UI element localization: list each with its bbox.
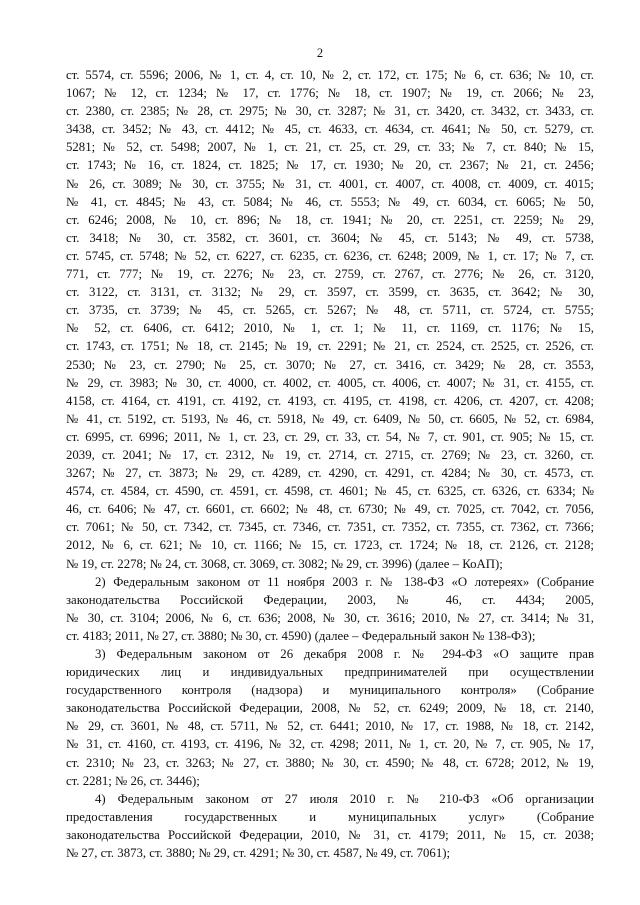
text-line: 2) Федеральным законом от 11 ноября 2003 г. № 138-ФЗ «О лотереях» (Собрание xyxy=(95,574,594,589)
text-line: ст. 6246; 2008, № 10, ст. 896; № 18, ст. 1941; № 20, ст. 2251, ст. 2259; № 29, xyxy=(66,212,594,227)
text-line: ст. 1743; № 16, ст. 1824, ст. 1825; № 17, ст. 1930; № 20, ст. 2367; № 21, ст. 2456; xyxy=(66,158,594,173)
text-line: 771, ст. 777; № 19, ст. 2276; № 23, ст. 2759, ст. 2767, ст. 2776; № 26, ст. 3120, xyxy=(66,267,594,282)
text-line: 2039, ст. 2041; № 17, ст. 2312, № 19, ст. 2714, ст. 2715, ст. 2769; № 23, ст. 3260, ст. xyxy=(66,447,594,462)
text-line: № 52, ст. 6406, ст. 6412; 2010, № 1, ст. 1; № 11, ст. 1169, ст. 1176; № 15, xyxy=(66,321,594,336)
text-line: 5281; № 52, ст. 5498; 2007, № 1, ст. 21, ст. 25, ст. 29, ст. 33; № 7, ст. 840; № 15, xyxy=(66,140,594,155)
text-line: ст. 1743, ст. 1751; № 18, ст. 2145; № 19, ст. 2291; № 21, ст. 2524, ст. 2525, ст. 2526, ст. xyxy=(66,339,594,354)
text-line: № 29, ст. 3983; № 30, ст. 4000, ст. 4002, ст. 4005, ст. 4006, ст. 4007; № 31, ст. 4155, ст. xyxy=(66,375,594,390)
text-line: юридических лиц и индивидуальных предпринимателей при осуществлении xyxy=(66,665,594,680)
text-line: № 26, ст. 3089; № 30, ст. 3755; № 31, ст. 4001, ст. 4007, ст. 4008, ст. 4009, ст. 4015; xyxy=(66,176,594,191)
text-line: № 41, ст. 4845; № 43, ст. 5084; № 46, ст. 5553; № 49, ст. 6034, ст. 6065; № 50, xyxy=(66,194,594,209)
text-line: 3267; № 27, ст. 3873; № 29, ст. 4289, ст. 4290, ст. 4291, ст. 4284; № 30, ст. 4573, ст. xyxy=(66,466,594,481)
text-line: ст. 3418; № 30, ст. 3582, ст. 3601, ст. 3604; № 45, ст. 5143; № 49, ст. 5738, xyxy=(66,230,594,245)
text-line: законодательства Российской Федерации, 2010, № 31, ст. 4179; 2011, № 15, ст. 2038; xyxy=(66,827,594,842)
text-line: законодательства Российской Федерации, 2003, № 46, ст. 4434; 2005, xyxy=(66,592,594,607)
text-line: законодательства Российской Федерации, 2008, № 52, ст. 6249; 2009, № 18, ст. 2140, xyxy=(66,701,594,716)
text-line: 3) Федеральным законом от 26 декабря 2008 г. № 294-ФЗ «О защите прав xyxy=(95,647,594,661)
document-body xyxy=(66,66,594,862)
text-line: ст. 4183; 2011, № 27, ст. 3880; № 30, ст. 4590) (далее – Федеральный закон № 138-ФЗ); xyxy=(66,628,536,643)
text-line: ст. 3122, ст. 3131, ст. 3132; № 29, ст. 3597, ст. 3599, ст. 3635, ст. 3642; № 30, xyxy=(66,285,594,300)
text-line: ст. 5745, ст. 5748; № 52, ст. 6227, ст. 6235, ст. 6236, ст. 6248; 2009, № 1, ст. 17; № 7, ст. xyxy=(66,248,594,263)
page-number: 2 xyxy=(316,46,324,60)
text-line: № 27, ст. 3873, ст. 3880; № 29, ст. 4291; № 30, ст. 4587, № 49, ст. 7061); xyxy=(66,846,451,861)
text-line: 2530; № 23, ст. 2790; № 25, ст. 3070; № 27, ст. 3416, ст. 3429; № 28, ст. 3553, xyxy=(66,357,594,372)
text-line: 4) Федеральным законом от 27 июля 2010 г. № 210-ФЗ «Об организации xyxy=(95,791,594,806)
text-line: ст. 3735, ст. 3739; № 45, ст. 5265, ст. 5267; № 48, ст. 5711, ст. 5724, ст. 5755; xyxy=(66,303,594,318)
text-line: № 29, ст. 3601, № 48, ст. 5711, № 52, ст. 6441; 2010, № 17, ст. 1988, № 18, ст. 2142, xyxy=(66,719,594,734)
text-line: предоставления государственных и муниципальных услуг» (Собрание xyxy=(66,809,594,824)
text-line: № 19, ст. 2278; № 24, ст. 3068, ст. 3069, ст. 3082; № 29, ст. 3996) (далее – КоАП); xyxy=(66,556,503,571)
text-line: № 31, ст. 4160, ст. 4193, ст. 4196, № 32, ст. 4298; 2011, № 1, ст. 20, № 7, ст. 905, № 17, xyxy=(66,737,594,752)
text-line: ст. 2380, ст. 2385; № 28, ст. 2975; № 30, ст. 3287; № 31, ст. 3420, ст. 3432, ст. 3433, ст. xyxy=(66,104,594,119)
text-line: ст. 2310; № 23, ст. 3263; № 27, ст. 3880; № 30, ст. 4590; № 48, ст. 6728; 2012, № 19, xyxy=(66,755,594,770)
text-line: 4574, ст. 4584, ст. 4590, ст. 4591, ст. 4598, ст. 4601; № 45, ст. 6325, ст. 6326, ст. 6334; № xyxy=(66,484,594,499)
text-line: ст. 2281; № 26, ст. 3446); xyxy=(66,773,200,788)
text-line: № 30, ст. 3104; 2006, № 6, ст. 636; 2008, № 30, ст. 3616; 2010, № 27, ст. 3414; № 31, xyxy=(66,610,594,625)
text-line: 46, ст. 6406; № 47, ст. 6601, ст. 6602; № 48, ст. 6730; № 49, ст. 7025, ст. 7042, ст. 7056, xyxy=(66,502,594,517)
text-line: 2012, № 6, ст. 621; № 10, ст. 1166; № 15, ст. 1723, ст. 1724; № 18, ст. 2126, ст. 2128; xyxy=(66,538,594,553)
text-line: 4158, ст. 4164, ст. 4191, ст. 4192, ст. 4193, ст. 4195, ст. 4198, ст. 4206, ст. 4207, ст. 4208; xyxy=(66,393,594,408)
text-line: ст. 6995, ст. 6996; 2011, № 1, ст. 23, ст. 29, ст. 33, ст. 54, № 7, ст. 901, ст. 905; № 15, ст. xyxy=(66,429,594,444)
text-line: ст. 5574, ст. 5596; 2006, № 1, ст. 4, ст. 10, № 2, ст. 172, ст. 175; № 6, ст. 636; № 10, ст. xyxy=(66,68,594,82)
text-line: 3438, ст. 3452; № 43, ст. 4412; № 45, ст. 4633, ст. 4634, ст. 4641; № 50, ст. 5279, ст. xyxy=(66,122,594,137)
text-line: 1067; № 12, ст. 1234; № 17, ст. 1776; № 18, ст. 1907; № 19, ст. 2066; № 23, xyxy=(66,86,594,101)
text-line: государственного контроля (надзора) и муниципального контроля» (Собрание xyxy=(66,683,594,698)
text-line: № 41, ст. 5192, ст. 5193, № 46, ст. 5918, № 49, ст. 6409, № 50, ст. 6605, № 52, ст. 6984, xyxy=(66,411,594,426)
text-line: ст. 7061; № 50, ст. 7342, ст. 7345, ст. 7346, ст. 7351, ст. 7352, ст. 7355, ст. 7362, ст. 7366; xyxy=(66,520,594,535)
